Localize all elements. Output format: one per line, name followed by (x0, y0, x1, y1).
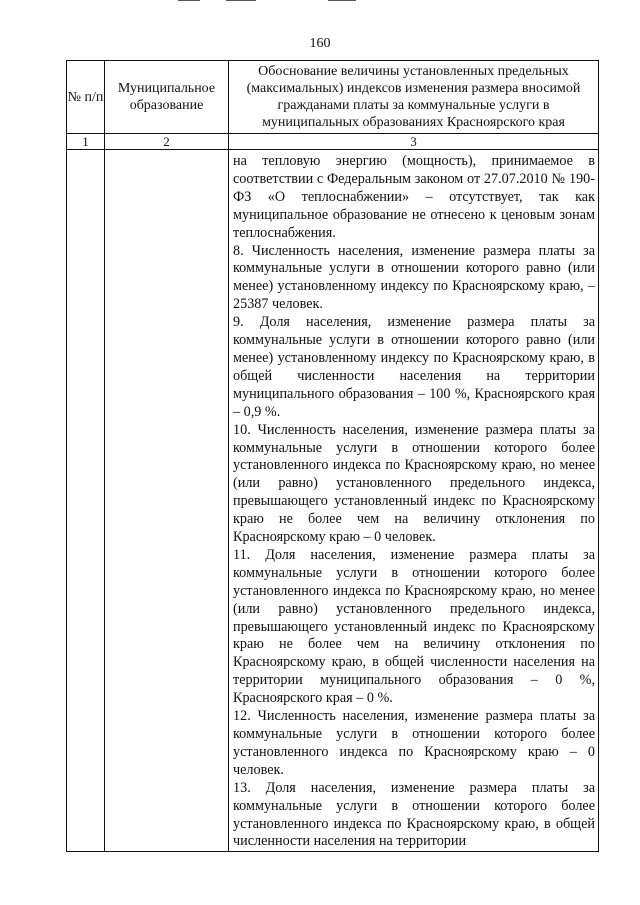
table-row (67, 150, 599, 852)
paragraph-heat-energy: на тепловую энергию (мощность), принимаемое в соответствии с Федеральным законом от 27.07.2010 № 190-ФЗ «О теплоснабжении» – отсутствует, так как муниципальное образование не отнесено к ценовым зонам теплоснабжения. (233, 153, 595, 241)
column-number-2: 2 (105, 134, 229, 150)
justification-table (66, 60, 599, 852)
row-number-cell (67, 150, 105, 852)
top-edge-marks (178, 0, 378, 4)
municipality-cell (105, 150, 229, 852)
column-number-1: 1 (67, 134, 105, 150)
paragraph-item-12: 12. Численность населения, изменение размера платы за коммунальные услуги в отношении которого более установленного индекса по Красноярскому краю – 0 человек. (233, 708, 595, 778)
column-number-3: 3 (229, 134, 599, 150)
column-number-row (67, 134, 599, 150)
header-municipality: Муниципальное образование (105, 61, 229, 134)
paragraph-item-10: 10. Численность населения, изменение размера платы за коммунальные услуги в отношении которого более установленного индекса по Красноярскому краю, но менее (или равно) установленного предельного индекса, превышающего установленный индекс по Красноярскому краю не более чем на величину отклонения по Красноярскому краю – 0 человек. (233, 421, 595, 546)
justification-cell (229, 150, 599, 852)
paragraph-item-8: 8. Численность населения, изменение размера платы за коммунальные услуги в отношении которого равно (или менее) установленному индексу по Красноярскому краю, –25387 человек. (233, 242, 595, 313)
paragraph-item-11: 11. Доля населения, изменение размера платы за коммунальные услуги в отношении которого более установленного индекса по Красноярскому краю, но менее (или равно) установленного предельного индекса, превышающего установленный индекс по Красноярскому краю не более чем на величину отклонения по Красноярскому краю, в общей численности населения на территории муниципального образования – 0 %, Красноярского края – 0 %. (233, 546, 595, 707)
paragraph-item-9: 9. Доля населения, изменение размера платы за коммунальные услуги в отношении которого равно (или менее) установленному индексу по Красноярскому краю, в общей численности населения на территории муниципального образования – 100 %, Красноярского края – 0,9 %. (233, 314, 595, 420)
header-justification: Обоснование величины установленных предельных (максимальных) индексов изменения размера вносимой гражданами платы за коммунальные услуги в муниципальных образованиях Красноярского края (229, 61, 599, 134)
page-number: 160 (309, 36, 331, 51)
header-number: № п/п (67, 61, 105, 134)
table-header-row (67, 61, 599, 134)
paragraph-item-13: 13. Доля населения, изменение размера платы за коммунальные услуги в отношении которого более установленного индекса по Красноярскому краю, в общей численности населения на территории (233, 779, 595, 850)
